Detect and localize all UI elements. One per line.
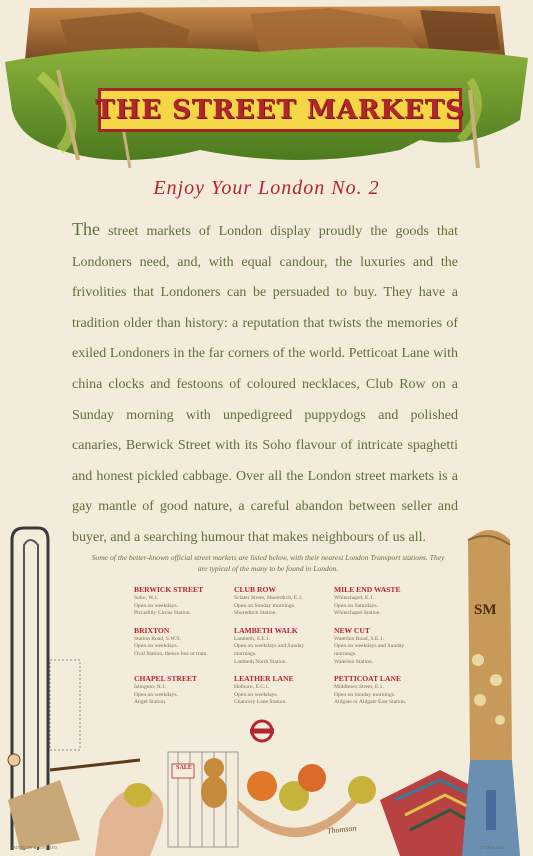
market-entry [234, 626, 334, 666]
body-paragraph [72, 214, 458, 554]
markets-list [134, 585, 434, 707]
print-reference: LT 3010/1935 [480, 846, 504, 850]
market-name: BERWICK STREET [134, 585, 204, 594]
market-name: CHAPEL STREET [134, 674, 198, 684]
market-details: Islington, N.1. Open on weekdays. Angel Station. [134, 684, 178, 706]
market-name: NEW CUT [334, 625, 370, 635]
market-name: BRIXTON [134, 625, 170, 635]
market-stall-illustration [0, 0, 533, 170]
market-name: PETTICOAT LANE [334, 674, 402, 684]
artist-signature: Thomson [326, 823, 357, 836]
market-entry [334, 585, 434, 618]
market-details: Whitechapel, E.1. Open on Saturdays. Whitechapel Station. [334, 595, 381, 617]
market-entry [134, 585, 234, 618]
market-name: CLUB ROW [234, 585, 276, 594]
market-entry [334, 674, 434, 707]
market-name: LEATHER LANE [234, 674, 294, 684]
london-transport-roundel-icon [249, 718, 275, 744]
sack-lettering: SM [474, 602, 497, 618]
printer-credit: WATERLOW & SONS LTD [10, 846, 58, 850]
market-details: Sclater Street, Shoreditch, E.1. Open on Sunday mornings. Shoreditch Station. [234, 595, 303, 617]
market-name: LAMBETH WALK [234, 625, 298, 635]
markets-intro: Some of the better-known official street markets are listed below, with their nearest London Transport stations. They are typical of the many to be found in London. [91, 553, 445, 573]
market-entry [334, 626, 434, 666]
body-text: street markets of London display proudly the goods that Londoners need, and, with equal candour, the luxuries and the frivolities that Londoners can be persuaded to buy. They have a tradition older than history: a reputation that twists the memories of exiled Londoners in the far corners of the world. Petticoat Lane with china clocks and festoons of coloured necklaces, Club Row on a Sunday morning with unpedigreed puppydogs and polished canaries, Berwick Street with its Soho flavour of intricate spaghetti and honest pickled cabbage. Over all the London street markets is a gay mantle of good nature, a careful abandon between seller and buyer, and a searching humour that makes neighbours of us all. [72, 224, 459, 545]
market-details: Station Road, S.W.9. Open on weekdays. Oval Station, thence bus or tram. [134, 635, 208, 657]
market-entry [134, 626, 234, 666]
market-entry [234, 585, 334, 618]
market-entry [234, 674, 334, 707]
title-banner [95, 88, 465, 132]
poster-subtitle: Enjoy Your London No. 2 [153, 177, 380, 199]
market-details: Waterloo Road, S.E.1. Open on weekdays and Sunday mornings. Waterloo Station. [334, 635, 405, 665]
sale-sign: SALE [176, 765, 192, 771]
market-details: Soho, W.1. Open on weekdays. Piccadilly Circus Station. [134, 595, 192, 617]
market-details: Middlesex Street, E.1. Open on Sunday mornings. Aldgate or Aldgate East Station. [334, 684, 407, 706]
market-name: MILE END WASTE [334, 585, 401, 594]
market-entry [134, 674, 234, 707]
market-details: Holborn, E.C.1. Open on weekdays. Chancery Lane Station. [234, 684, 287, 706]
poster-title: THE STREET MARKETS [95, 95, 465, 125]
body-lead-word: The [72, 219, 100, 239]
market-details: Lambeth, S.E.1. Open on weekdays and Sunday mornings. Lambeth North Station. [234, 635, 305, 665]
